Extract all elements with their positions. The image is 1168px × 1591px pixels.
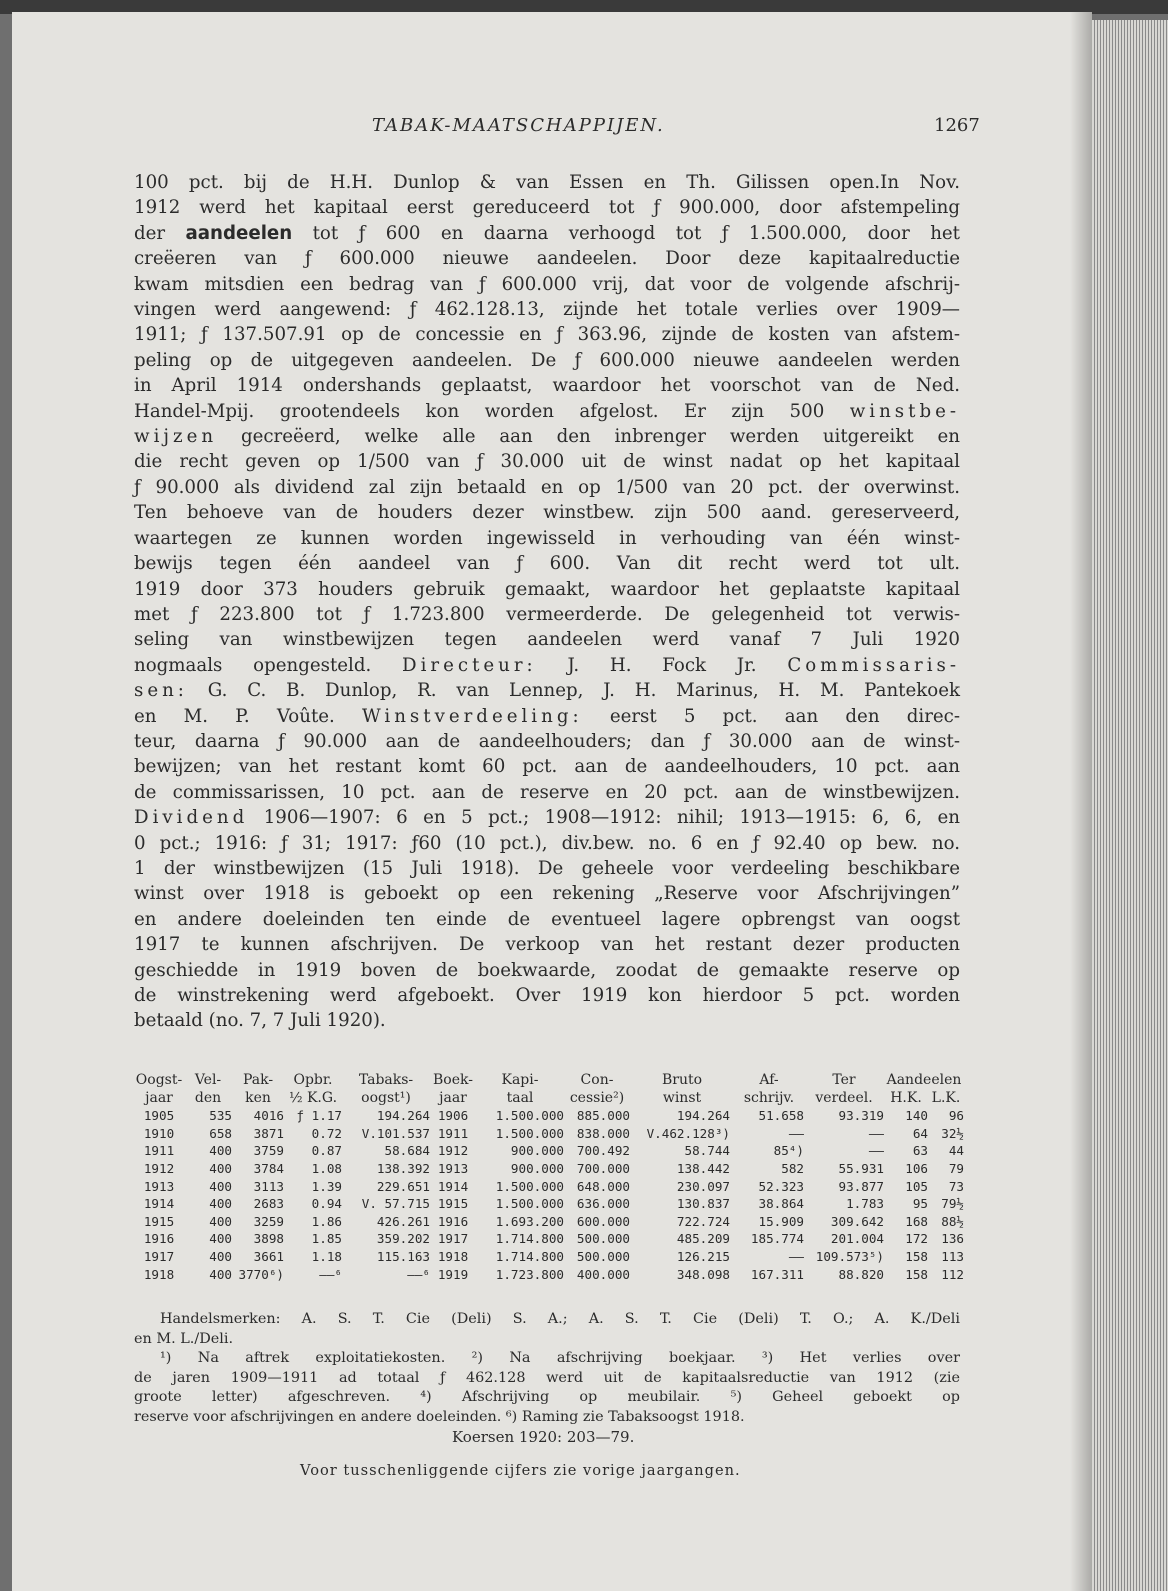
- line-text: 1906—1907: 6 en 5 pct.; 1908—1912: nihil; 1913—1915: 6, 6, en: [248, 807, 960, 829]
- table-cell: 1917: [437, 1231, 469, 1247]
- table-cell: 1916: [143, 1231, 175, 1247]
- table-header-cell: Bruto: [661, 1072, 703, 1088]
- body-line: [134, 577, 960, 602]
- table-cell: 1.714.800: [495, 1248, 564, 1264]
- table-cell: 1914: [437, 1178, 469, 1194]
- line-text: 0 pct.; 1916: ƒ 31; 1917: ƒ60 (10 pct.), div.bew. no. 6 en ƒ 92.40 op bew. no.: [134, 832, 960, 854]
- table-row: [134, 1178, 964, 1196]
- table-row: [134, 1213, 964, 1231]
- table-header-cell: verdeel.: [815, 1089, 873, 1106]
- table-cell: 426.261: [376, 1213, 430, 1229]
- table-cell: 400: [209, 1231, 232, 1247]
- body-line: [134, 627, 960, 652]
- table-cell: 15.909: [758, 1213, 804, 1229]
- line-text: seling van winstbewijzen tegen aandeelen werd vanaf 7 Juli 1920: [134, 629, 960, 651]
- table-header-cell: Kapi-: [501, 1072, 539, 1088]
- table-cell: 140: [905, 1108, 928, 1124]
- table-header-cell: den: [194, 1089, 222, 1106]
- table-cell: 400: [209, 1178, 232, 1194]
- spaced-term: wijzen: [134, 426, 218, 448]
- table-cell: 38.864: [758, 1196, 804, 1212]
- line-text: G. C. B. Dunlop, R. van Lennep, J. H. Marinus, H. M. Pantekoek: [187, 680, 960, 702]
- line-text: peling op de uitgegeven aandeelen. De ƒ 600.000 nieuwe aandeelen werden: [134, 349, 960, 371]
- table-cell: 400.000: [576, 1266, 630, 1282]
- line-text: 1917 te kunnen afschrijven. De verkoop van het restant dezer producten: [134, 934, 960, 956]
- financial-table: [134, 1072, 964, 1283]
- body-line: [134, 856, 960, 881]
- table-cell: 3661: [253, 1248, 284, 1264]
- table-header-cell: winst: [662, 1089, 702, 1106]
- table-row: [134, 1230, 964, 1248]
- body-line: [134, 602, 960, 627]
- line-text: in April 1914 ondershands geplaatst, waardoor het voorschot van de Ned.: [134, 375, 960, 397]
- table-cell: 158: [905, 1248, 928, 1264]
- line-text: tot ƒ 600 en daarna verhoogd tot ƒ 1.500.000, door het: [292, 222, 960, 244]
- table-header-cell: oogst¹): [361, 1089, 411, 1106]
- line-text: ƒ 90.000 als dividend zal zijn betaald en op 1/500 van 20 pct. der overwinst.: [134, 476, 960, 498]
- table-cell: 500.000: [576, 1248, 630, 1264]
- table-header-row: [134, 1072, 964, 1090]
- page-number: 1267: [934, 115, 980, 136]
- body-paragraph: [134, 170, 960, 1034]
- line-text: 1919 door 373 houders gebruik gemaakt, waardoor het geplaatste kapitaal: [134, 578, 960, 600]
- table-cell: 230.097: [676, 1178, 730, 1194]
- table-cell: 109.573⁵): [815, 1248, 884, 1264]
- table-cell: 113: [941, 1248, 964, 1264]
- table-cell: 3259: [253, 1213, 284, 1229]
- body-line: [134, 932, 960, 957]
- table-cell: 106: [905, 1160, 928, 1176]
- table-cell: ——⁶: [407, 1266, 430, 1282]
- line-text: die recht geven op 1/500 van ƒ 30.000 uit de winst nadat op het kapitaal: [134, 451, 960, 473]
- table-cell: 400: [209, 1248, 232, 1264]
- table-cell: ——⁶: [319, 1266, 342, 1282]
- table-cell: 130.837: [676, 1196, 730, 1212]
- table-cell: 348.098: [676, 1266, 730, 1282]
- table-cell: V. 57.715: [361, 1196, 430, 1212]
- table-cell: 73: [948, 1178, 964, 1194]
- table-cell: 158: [905, 1266, 928, 1282]
- table-header-cell: H.K.: [890, 1089, 922, 1106]
- body-line: [134, 729, 960, 754]
- table-header-cell: jaar: [439, 1089, 467, 1106]
- body-line: [134, 653, 960, 678]
- body-line: [134, 881, 960, 906]
- table-cell: 582: [781, 1160, 804, 1176]
- table-cell: ƒ 1.17: [296, 1108, 342, 1124]
- koersen-line: Koersen 1920: 203—79.: [452, 1428, 635, 1446]
- body-line: [134, 373, 960, 398]
- table-cell: 1918: [437, 1248, 469, 1264]
- table-cell: 172: [905, 1231, 928, 1247]
- body-line: [134, 272, 960, 297]
- table-cell: ——: [788, 1248, 804, 1264]
- table-cell: 500.000: [576, 1231, 630, 1247]
- body-line: [134, 1008, 960, 1033]
- table-header-cell: cessie²): [569, 1089, 625, 1106]
- table-cell: 3113: [253, 1178, 284, 1194]
- page-edges-stack: [1092, 20, 1168, 1591]
- body-line: [134, 246, 960, 271]
- body-line: [134, 424, 960, 449]
- table-cell: 88.820: [838, 1266, 884, 1282]
- table-cell: 1.500.000: [495, 1125, 564, 1141]
- table-header-cell: Af-: [759, 1072, 779, 1088]
- table-cell: 1912: [437, 1143, 469, 1159]
- body-line: [134, 831, 960, 856]
- table-cell: 115.163: [376, 1248, 430, 1264]
- table-cell: 400: [209, 1196, 232, 1212]
- table-cell: 485.209: [676, 1231, 730, 1247]
- table-cell: 194.264: [376, 1108, 430, 1124]
- table-cell: 1.18: [311, 1248, 342, 1264]
- table-cell: 88½: [941, 1213, 964, 1229]
- table-cell: 201.004: [830, 1231, 884, 1247]
- table-cell: 4016: [253, 1108, 284, 1124]
- table-header-cell: ken: [245, 1089, 271, 1106]
- table-cell: 167.311: [750, 1266, 804, 1282]
- table-cell: V.462.128³): [646, 1125, 730, 1141]
- table-cell: 138.442: [676, 1160, 730, 1176]
- table-cell: 1.783: [846, 1196, 884, 1212]
- footer-note: Voor tusschenliggende cijfers zie vorige jaargangen.: [300, 1462, 741, 1479]
- table-cell: 3898: [253, 1231, 284, 1247]
- spaced-term: Directeur:: [402, 654, 537, 676]
- table-header-cell: Ter: [832, 1072, 856, 1088]
- line-text: vingen werd aangewend: ƒ 462.128.13, zijnde het totale verlies over 1909—: [134, 299, 960, 321]
- table-cell: 535: [209, 1108, 232, 1124]
- table-cell: 722.724: [676, 1213, 730, 1229]
- body-line: [134, 221, 960, 246]
- table-cell: 1.500.000: [495, 1178, 564, 1194]
- body-line: [134, 399, 960, 424]
- line-text: kwam mitsdien een bedrag van ƒ 600.000 vrij, dat voor de volgende afschrij-: [134, 273, 960, 295]
- table-cell: 600.000: [576, 1213, 630, 1229]
- table-cell: 1913: [437, 1160, 469, 1176]
- footnote-line: de jaren 1909—1911 ad totaal ƒ 462.128 werd uit de kapitaalsreductie van 1912 (zie: [134, 1369, 960, 1386]
- table-cell: 700.492: [576, 1143, 630, 1159]
- table-cell: 44: [948, 1143, 964, 1159]
- table-row: [134, 1195, 964, 1213]
- line-text: geschiedde in 1919 boven de boekwaarde, zoodat de gemaakte reserve op: [134, 959, 960, 981]
- body-line: [134, 475, 960, 500]
- line-text: 1911; ƒ 137.507.91 op de concessie en ƒ 363.96, zijnde de kosten van afstem-: [134, 324, 960, 346]
- line-text: 1 der winstbewijzen (15 Juli 1918). De geheele voor verdeeling beschikbare: [134, 857, 960, 879]
- body-line: [134, 322, 960, 347]
- body-line: [134, 348, 960, 373]
- table-cell: 400: [209, 1160, 232, 1176]
- footnote-line: en M. L./Deli.: [134, 1330, 234, 1347]
- table-header-cell: taal: [506, 1089, 534, 1106]
- bold-term: aandeelen: [185, 222, 293, 244]
- table-cell: 1.693.200: [495, 1213, 564, 1229]
- table-header-cell: Opbr.: [293, 1072, 333, 1088]
- line-text: Handel-Mpij. grootendeels kon worden afgelost. Er zijn 500: [134, 400, 850, 422]
- body-line: [134, 678, 960, 703]
- body-line: [134, 780, 960, 805]
- line-text: betaald (no. 7, 7 Juli 1920).: [134, 1010, 386, 1032]
- table-cell: 3784: [253, 1160, 284, 1176]
- table-cell: 1913: [143, 1178, 175, 1194]
- table-cell: 1.723.800: [495, 1266, 564, 1282]
- line-text: der: [134, 222, 186, 244]
- footnote-line: reserve voor afschrijvingen en andere doeleinden. ⁶) Raming zie Tabaksoogst 1918.: [134, 1408, 745, 1425]
- line-text: en andere doeleinden ten einde de eventueel lagere opbrengst van oogst: [134, 908, 960, 930]
- line-text: met ƒ 223.800 tot ƒ 1.723.800 vermeerderde. De gelegenheid tot verwis-: [134, 603, 960, 625]
- table-header-cell: Vel-: [194, 1072, 222, 1088]
- table-cell: 1.500.000: [495, 1196, 564, 1212]
- line-text: nogmaals opengesteld.: [134, 654, 403, 676]
- table-cell: 1915: [437, 1196, 469, 1212]
- table-cell: 400: [209, 1213, 232, 1229]
- footnote-line: ¹) Na aftrek exploitatiekosten. ²) Na afschrijving boekjaar. ³) Het verlies over: [160, 1350, 960, 1367]
- table-row: [134, 1107, 964, 1125]
- table-row: [134, 1248, 964, 1266]
- table-cell: 185.774: [750, 1231, 804, 1247]
- table-header-cell: Oogst-: [135, 1072, 183, 1088]
- table-cell: 838.000: [576, 1125, 630, 1141]
- line-text: bewijzen; van het restant komt 60 pct. aan de aandeelhouders, 10 pct. aan: [134, 756, 960, 778]
- body-line: [134, 805, 960, 830]
- table-cell: 648.000: [576, 1178, 630, 1194]
- spaced-term: sen:: [134, 680, 188, 702]
- table-cell: 194.264: [676, 1108, 730, 1124]
- table-header-cell: Aandeelen: [886, 1072, 962, 1088]
- table-cell: 1905: [143, 1108, 175, 1124]
- table-cell: 3871: [253, 1125, 284, 1141]
- table-cell: 400: [209, 1143, 232, 1159]
- table-cell: 1917: [143, 1248, 175, 1264]
- body-line: [134, 907, 960, 932]
- spaced-term: Commissaris-: [787, 654, 960, 676]
- table-cell: 96: [948, 1108, 964, 1124]
- table-cell: 93.877: [838, 1178, 884, 1194]
- line-text: winst over 1918 is geboekt op een rekening „Reserve voor Afschrijvingen”: [134, 883, 960, 905]
- table-cell: 309.642: [830, 1213, 884, 1229]
- table-cell: 1906: [437, 1108, 469, 1124]
- body-line: [134, 170, 960, 195]
- table-header-cell: ½ K.G.: [288, 1089, 338, 1106]
- table-cell: 95: [912, 1196, 928, 1212]
- table-cell: 1.500.000: [495, 1108, 564, 1124]
- footnote-line: groote letter) afgeschreven. ⁴) Afschrijving op meubilair. ⁵) Geheel geboekt op: [134, 1389, 960, 1406]
- line-text: creëeren van ƒ 600.000 nieuwe aandeelen. Door deze kapitaalreductie: [134, 248, 960, 270]
- table-cell: 1910: [143, 1125, 175, 1141]
- table-cell: 636.000: [576, 1196, 630, 1212]
- page-gutter-shadow: [1070, 12, 1092, 1591]
- table-cell: 1.39: [311, 1178, 342, 1194]
- table-cell: 138.392: [376, 1160, 430, 1176]
- table-cell: 1916: [437, 1213, 469, 1229]
- line-text: waartegen ze kunnen worden ingewisseld in verhouding van één winst-: [134, 527, 960, 549]
- table-cell: 359.202: [376, 1231, 430, 1247]
- running-head: TABAK-MAATSCHAPPIJEN.: [372, 115, 665, 136]
- table-cell: 1918: [143, 1266, 175, 1282]
- table-cell: ——: [868, 1125, 884, 1141]
- table-cell: 126.215: [676, 1248, 730, 1264]
- line-text: teur, daarna ƒ 90.000 aan de aandeelhouders; dan ƒ 30.000 aan de winst-: [134, 730, 960, 752]
- body-line: [134, 754, 960, 779]
- table-cell: 112: [941, 1266, 964, 1282]
- table-row: [134, 1266, 964, 1284]
- table-cell: 3770⁶): [238, 1266, 284, 1282]
- table-header-cell: Boek-: [433, 1072, 473, 1088]
- body-line: [134, 500, 960, 525]
- line-text: bewijs tegen één aandeel van ƒ 600. Van dit recht werd tot ult.: [134, 553, 960, 575]
- table-cell: 700.000: [576, 1160, 630, 1176]
- table-cell: 658: [209, 1125, 232, 1141]
- table-row: [134, 1142, 964, 1160]
- table-header-cell: jaar: [145, 1089, 173, 1106]
- table-cell: 63: [912, 1143, 928, 1159]
- table-cell: 1915: [143, 1213, 175, 1229]
- table-cell: 64: [912, 1125, 928, 1141]
- table-cell: 900.000: [510, 1143, 564, 1159]
- table-row: [134, 1160, 964, 1178]
- table-cell: 55.931: [838, 1160, 884, 1176]
- table-cell: 0.72: [311, 1125, 342, 1141]
- body-line: [134, 526, 960, 551]
- footnote-line: Handelsmerken: A. S. T. Cie (Deli) S. A.; A. S. T. Cie (Deli) T. O.; A. K./Deli: [160, 1311, 960, 1327]
- table-cell: 1.86: [311, 1213, 342, 1229]
- table-cell: 136: [941, 1231, 964, 1247]
- table-header-cell: Con-: [580, 1072, 614, 1088]
- table-cell: 3759: [253, 1143, 284, 1159]
- table-cell: 229.651: [376, 1178, 430, 1194]
- table-cell: 1.714.800: [495, 1231, 564, 1247]
- body-line: [134, 983, 960, 1008]
- table-cell: 105: [905, 1178, 928, 1194]
- table-row: [134, 1125, 964, 1143]
- line-text: eerst 5 pct. aan den direc-: [582, 705, 960, 727]
- table-cell: 52.323: [758, 1178, 804, 1194]
- body-line: [134, 297, 960, 322]
- spaced-term: winstbe-: [849, 400, 960, 422]
- line-text: en M. P. Voûte.: [134, 705, 363, 727]
- spaced-term: Winstverdeeling:: [362, 705, 583, 727]
- table-cell: 85⁴): [773, 1143, 804, 1159]
- table-header-cell: L.K.: [931, 1089, 961, 1106]
- table-cell: 51.658: [758, 1108, 804, 1124]
- table-cell: 79: [948, 1160, 964, 1176]
- table-cell: 93.319: [838, 1108, 884, 1124]
- table-cell: 58.684: [384, 1143, 430, 1159]
- table-cell: 1912: [143, 1160, 175, 1176]
- line-text: de winstrekening werd afgeboekt. Over 1919 kon hierdoor 5 pct. worden: [134, 985, 960, 1006]
- table-cell: 0.87: [311, 1143, 342, 1159]
- line-text: Ten behoeve van de houders dezer winstbew. zijn 500 aand. gereserveerd,: [134, 502, 960, 524]
- line-text: 100 pct. bij de H.H. Dunlop & van Essen en Th. Gilissen open.In Nov.: [134, 172, 960, 193]
- table-cell: 1914: [143, 1196, 175, 1212]
- table-cell: 79½: [941, 1196, 964, 1212]
- line-text: J. H. Fock Jr.: [536, 654, 788, 676]
- line-text: gecreëerd, welke alle aan den inbrenger werden uitgereikt en: [217, 426, 960, 448]
- body-line: [134, 195, 960, 220]
- table-cell: ——: [788, 1125, 804, 1141]
- table-cell: ——: [868, 1143, 884, 1159]
- table-cell: 2683: [253, 1196, 284, 1212]
- table-cell: 1.08: [311, 1160, 342, 1176]
- table-cell: 168: [905, 1213, 928, 1229]
- table-cell: 1911: [437, 1125, 469, 1141]
- table-cell: 900.000: [510, 1160, 564, 1176]
- body-line: [134, 704, 960, 729]
- footnotes: [134, 1310, 960, 1428]
- body-line: [134, 551, 960, 576]
- table-cell: 0.94: [311, 1196, 342, 1212]
- table-cell: 1.85: [311, 1231, 342, 1247]
- table-cell: 32½: [941, 1125, 964, 1141]
- body-line: [134, 958, 960, 983]
- table-header-cell: schrijv.: [743, 1089, 795, 1106]
- table-cell: 400: [209, 1266, 232, 1282]
- line-text: 1912 werd het kapitaal eerst gereduceerd tot ƒ 900.000, door afstempeling: [134, 197, 960, 219]
- table-cell: 1911: [143, 1143, 175, 1159]
- table-cell: 885.000: [576, 1108, 630, 1124]
- table-header-row: [134, 1090, 964, 1108]
- spaced-term: Dividend: [134, 807, 249, 829]
- table-cell: V.101.537: [361, 1125, 430, 1141]
- table-header-cell: Pak-: [242, 1072, 274, 1088]
- table-cell: 58.744: [684, 1143, 730, 1159]
- line-text: de commissarissen, 10 pct. aan de reserve en 20 pct. aan de winstbewijzen.: [134, 781, 960, 803]
- table-cell: 1919: [437, 1266, 469, 1282]
- body-line: [134, 449, 960, 474]
- table-header-cell: Tabaks-: [358, 1072, 414, 1088]
